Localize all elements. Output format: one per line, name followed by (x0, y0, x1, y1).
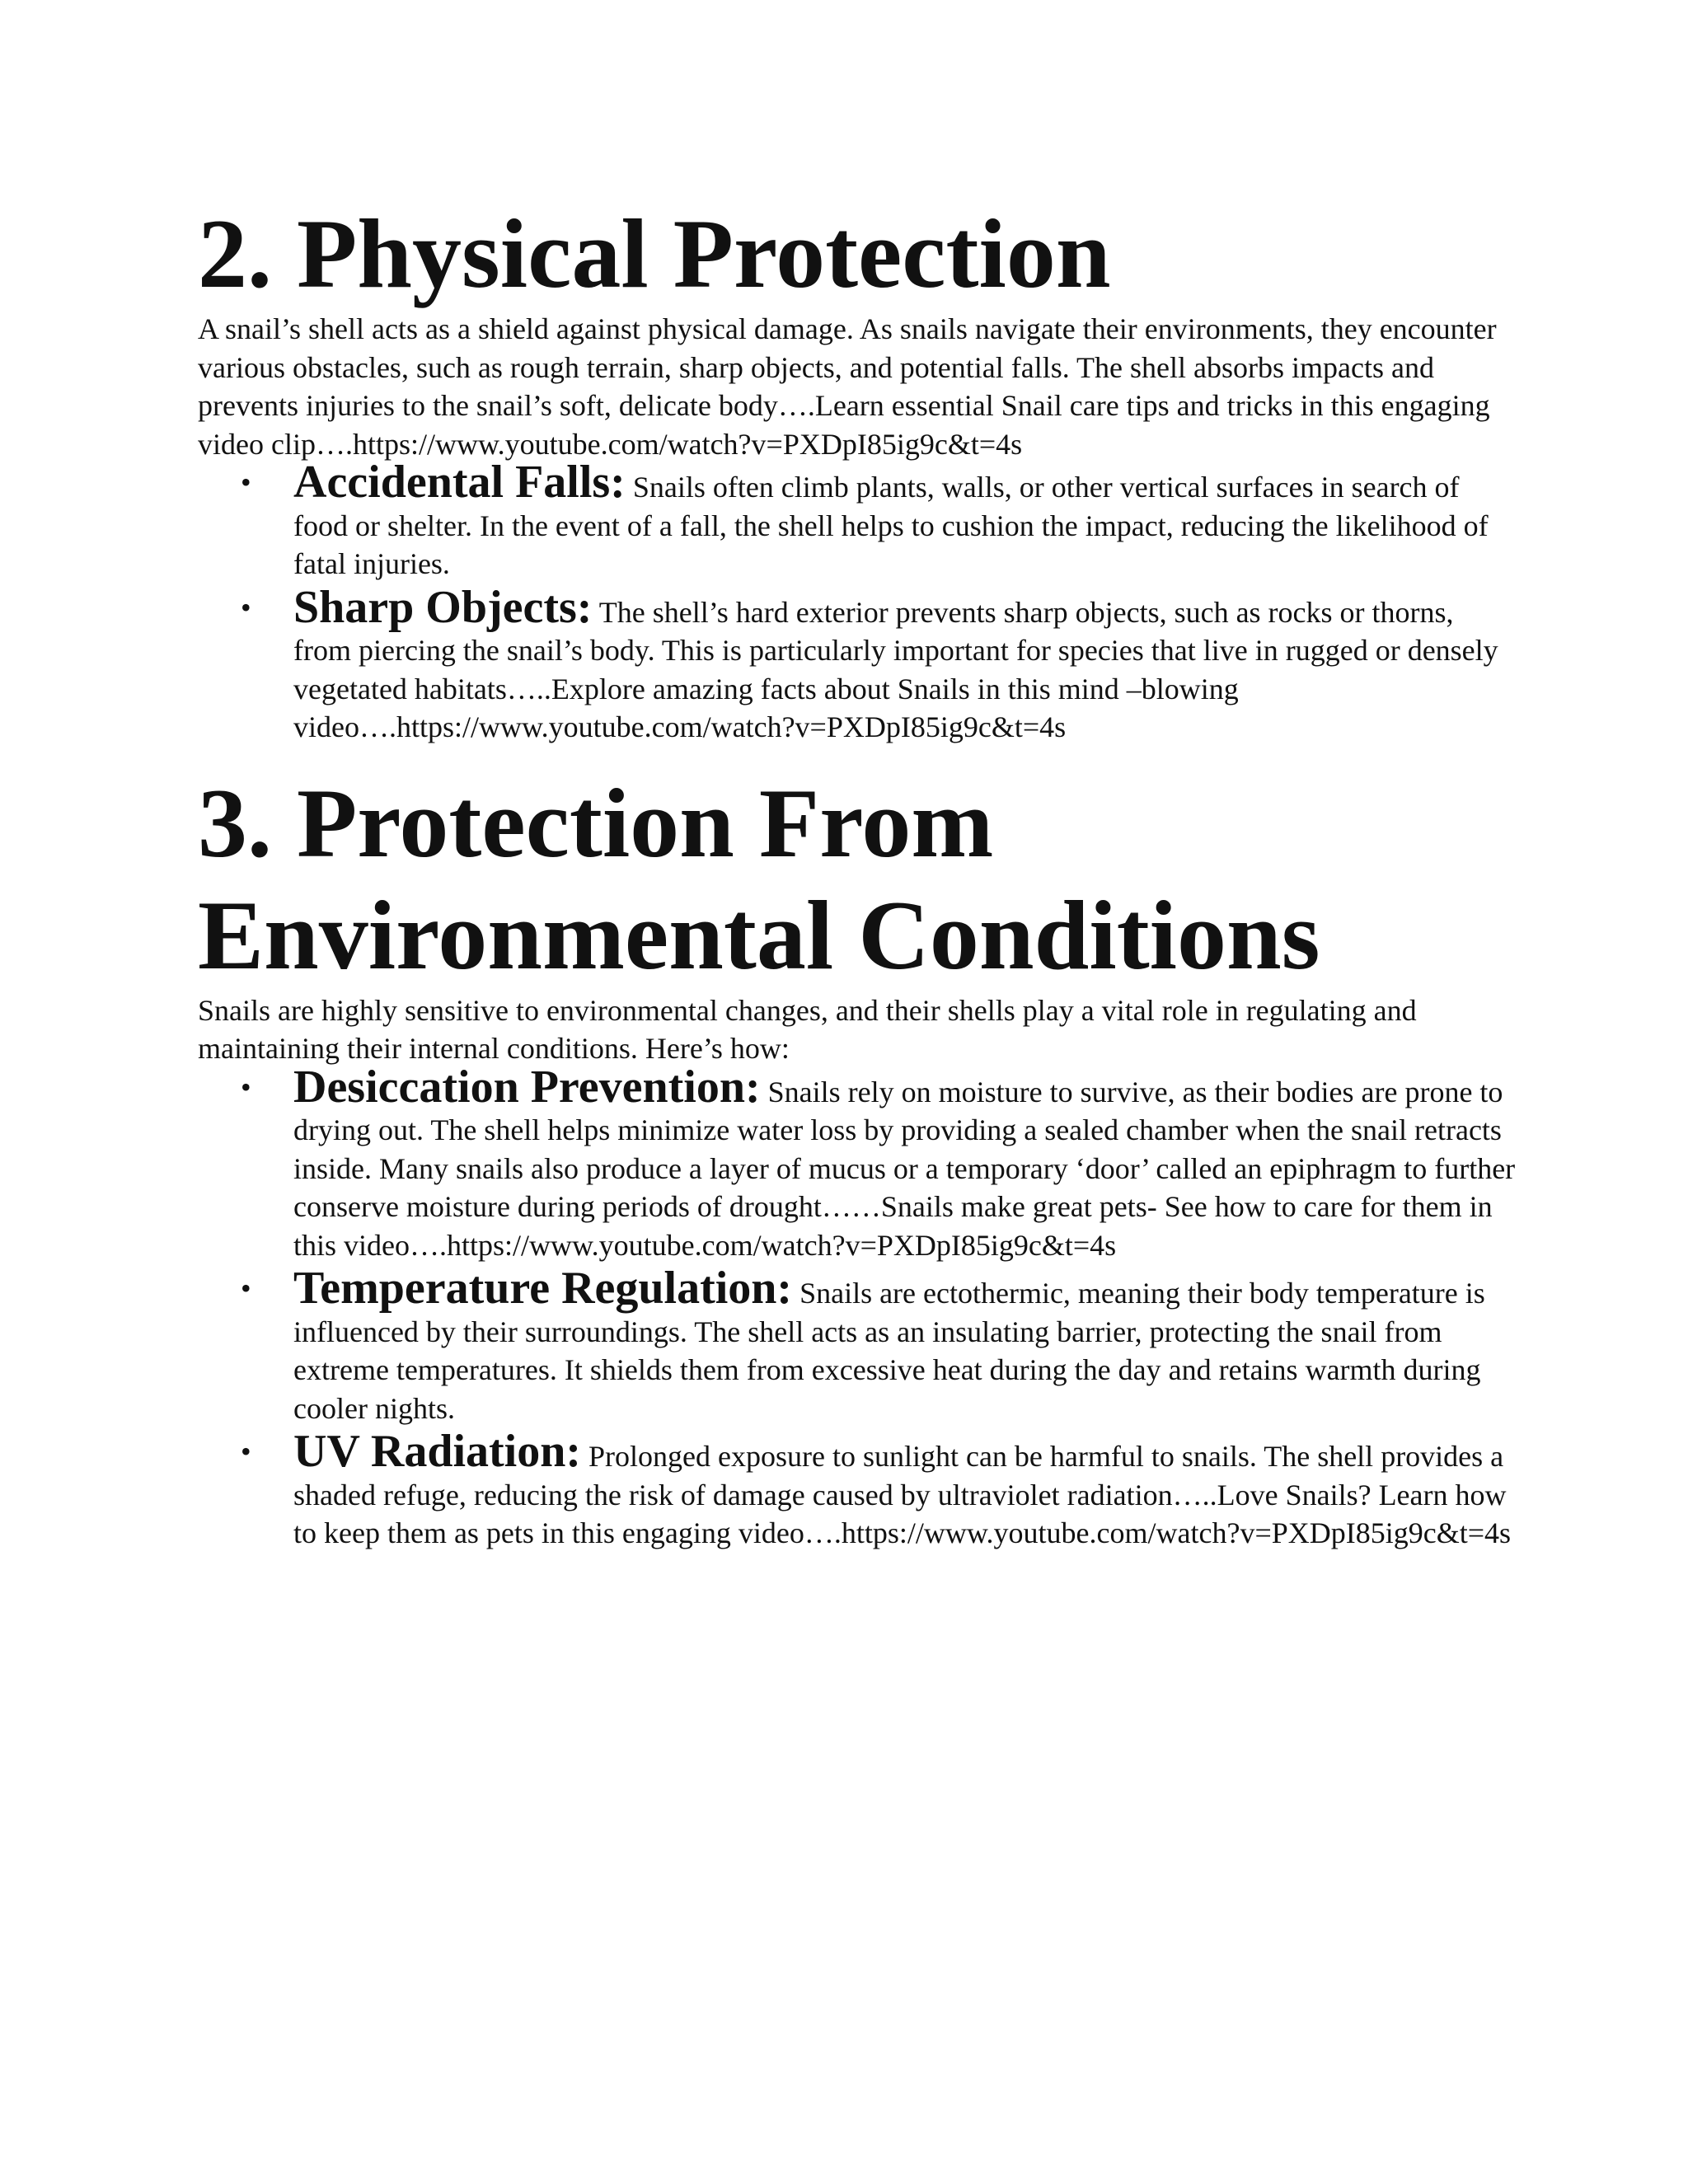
list-item-text: Snails are ectothermic, meaning their body temperature is influenced by their surroundings. The shell acts as an insulating barrier, protecting the snail from extreme temperatures. It shields them from excessive heat during the day and retains warmth during cooler nights. (293, 1277, 1485, 1425)
section-intro-paragraph: Snails are highly sensitive to environmental changes, and their shells play a vital role in regulating and maintaining their internal conditions. Here’s how: (198, 993, 1417, 1065)
bullet-icon: • (241, 466, 251, 499)
list-item-temperature-regulation (198, 1263, 1517, 1427)
list-item-text: Prolonged exposure to sunlight can be harmful to snails. The shell provides a shaded refuge, reducing the risk of damage caused by ultraviolet radiation…..Love Snails? Learn how to keep them as pets in this engaging video….https://www.youtube.com/watch?v=PXDpI85ig9c&t=4s (293, 1440, 1512, 1549)
section-heading: 2. Physical Protection (198, 199, 1111, 308)
list-item-term: Sharp Objects: (293, 581, 593, 633)
bullet-icon: • (241, 590, 251, 624)
bullet-icon: • (241, 1272, 251, 1305)
list-item-accidental-falls (198, 457, 1517, 583)
list-item-uv-radiation (198, 1426, 1517, 1553)
section-intro-paragraph: A snail’s shell acts as a shield against physical damage. As snails navigate their environments, they encounter various obstacles, such as rough terrain, sharp objects, and potential falls. The shell absorbs impacts and prevents injuries to the snail’s soft, delicate body….Learn essential Snail care tips and tricks in this engaging video clip….https://www.youtube.com/watch?v=PXDpI85ig9c&t=4s (198, 312, 1497, 461)
list-item-term: Accidental Falls: (293, 457, 626, 508)
list-item-term: Temperature Regulation: (293, 1263, 793, 1314)
bullet-icon: • (241, 1070, 251, 1104)
list-item-desiccation-prevention (198, 1061, 1517, 1265)
list-item-text: The shell’s hard exterior prevents sharp objects, such as rocks or thorns, from piercing the snail’s body. This is particularly important for species that live in rugged or densely vegetated habitats…..Explore amazing facts about Snails in this mind –blowing video….https://www.youtube.com/watch?v=PXDpI85ig9c&t=4s (293, 595, 1498, 743)
section-environmental-conditions (198, 767, 1517, 1553)
bullet-list (198, 457, 1517, 747)
list-item-term: Desiccation Prevention: (293, 1061, 761, 1113)
list-item-text: Snails rely on moisture to survive, as their bodies are prone to drying out. The shell helps minimize water loss by providing a sealed chamber when the snail retracts inside. Many snails also produce a layer of mucus or a temporary ‘door’ called an epiphragm to further conserve moisture during periods of drought……Snails make great pets- See how to care for them in this video….https://www.youtube.com/watch?v=PXDpI85ig9c&t=4s (293, 1075, 1516, 1262)
section-physical-protection (198, 198, 1517, 747)
document-page (198, 198, 1517, 1558)
list-item-text: Snails often climb plants, walls, or other vertical surfaces in search of food or shelter. In the event of a fall, the shell helps to cushion the impact, reducing the likelihood of fatal injuries. (293, 471, 1489, 580)
list-item-sharp-objects (198, 581, 1517, 747)
list-item-term: UV Radiation: (293, 1426, 582, 1477)
bullet-icon: • (241, 1435, 251, 1468)
bullet-list (198, 1061, 1517, 1553)
section-heading: 3. Protection From Environmental Conditions (198, 767, 1320, 990)
